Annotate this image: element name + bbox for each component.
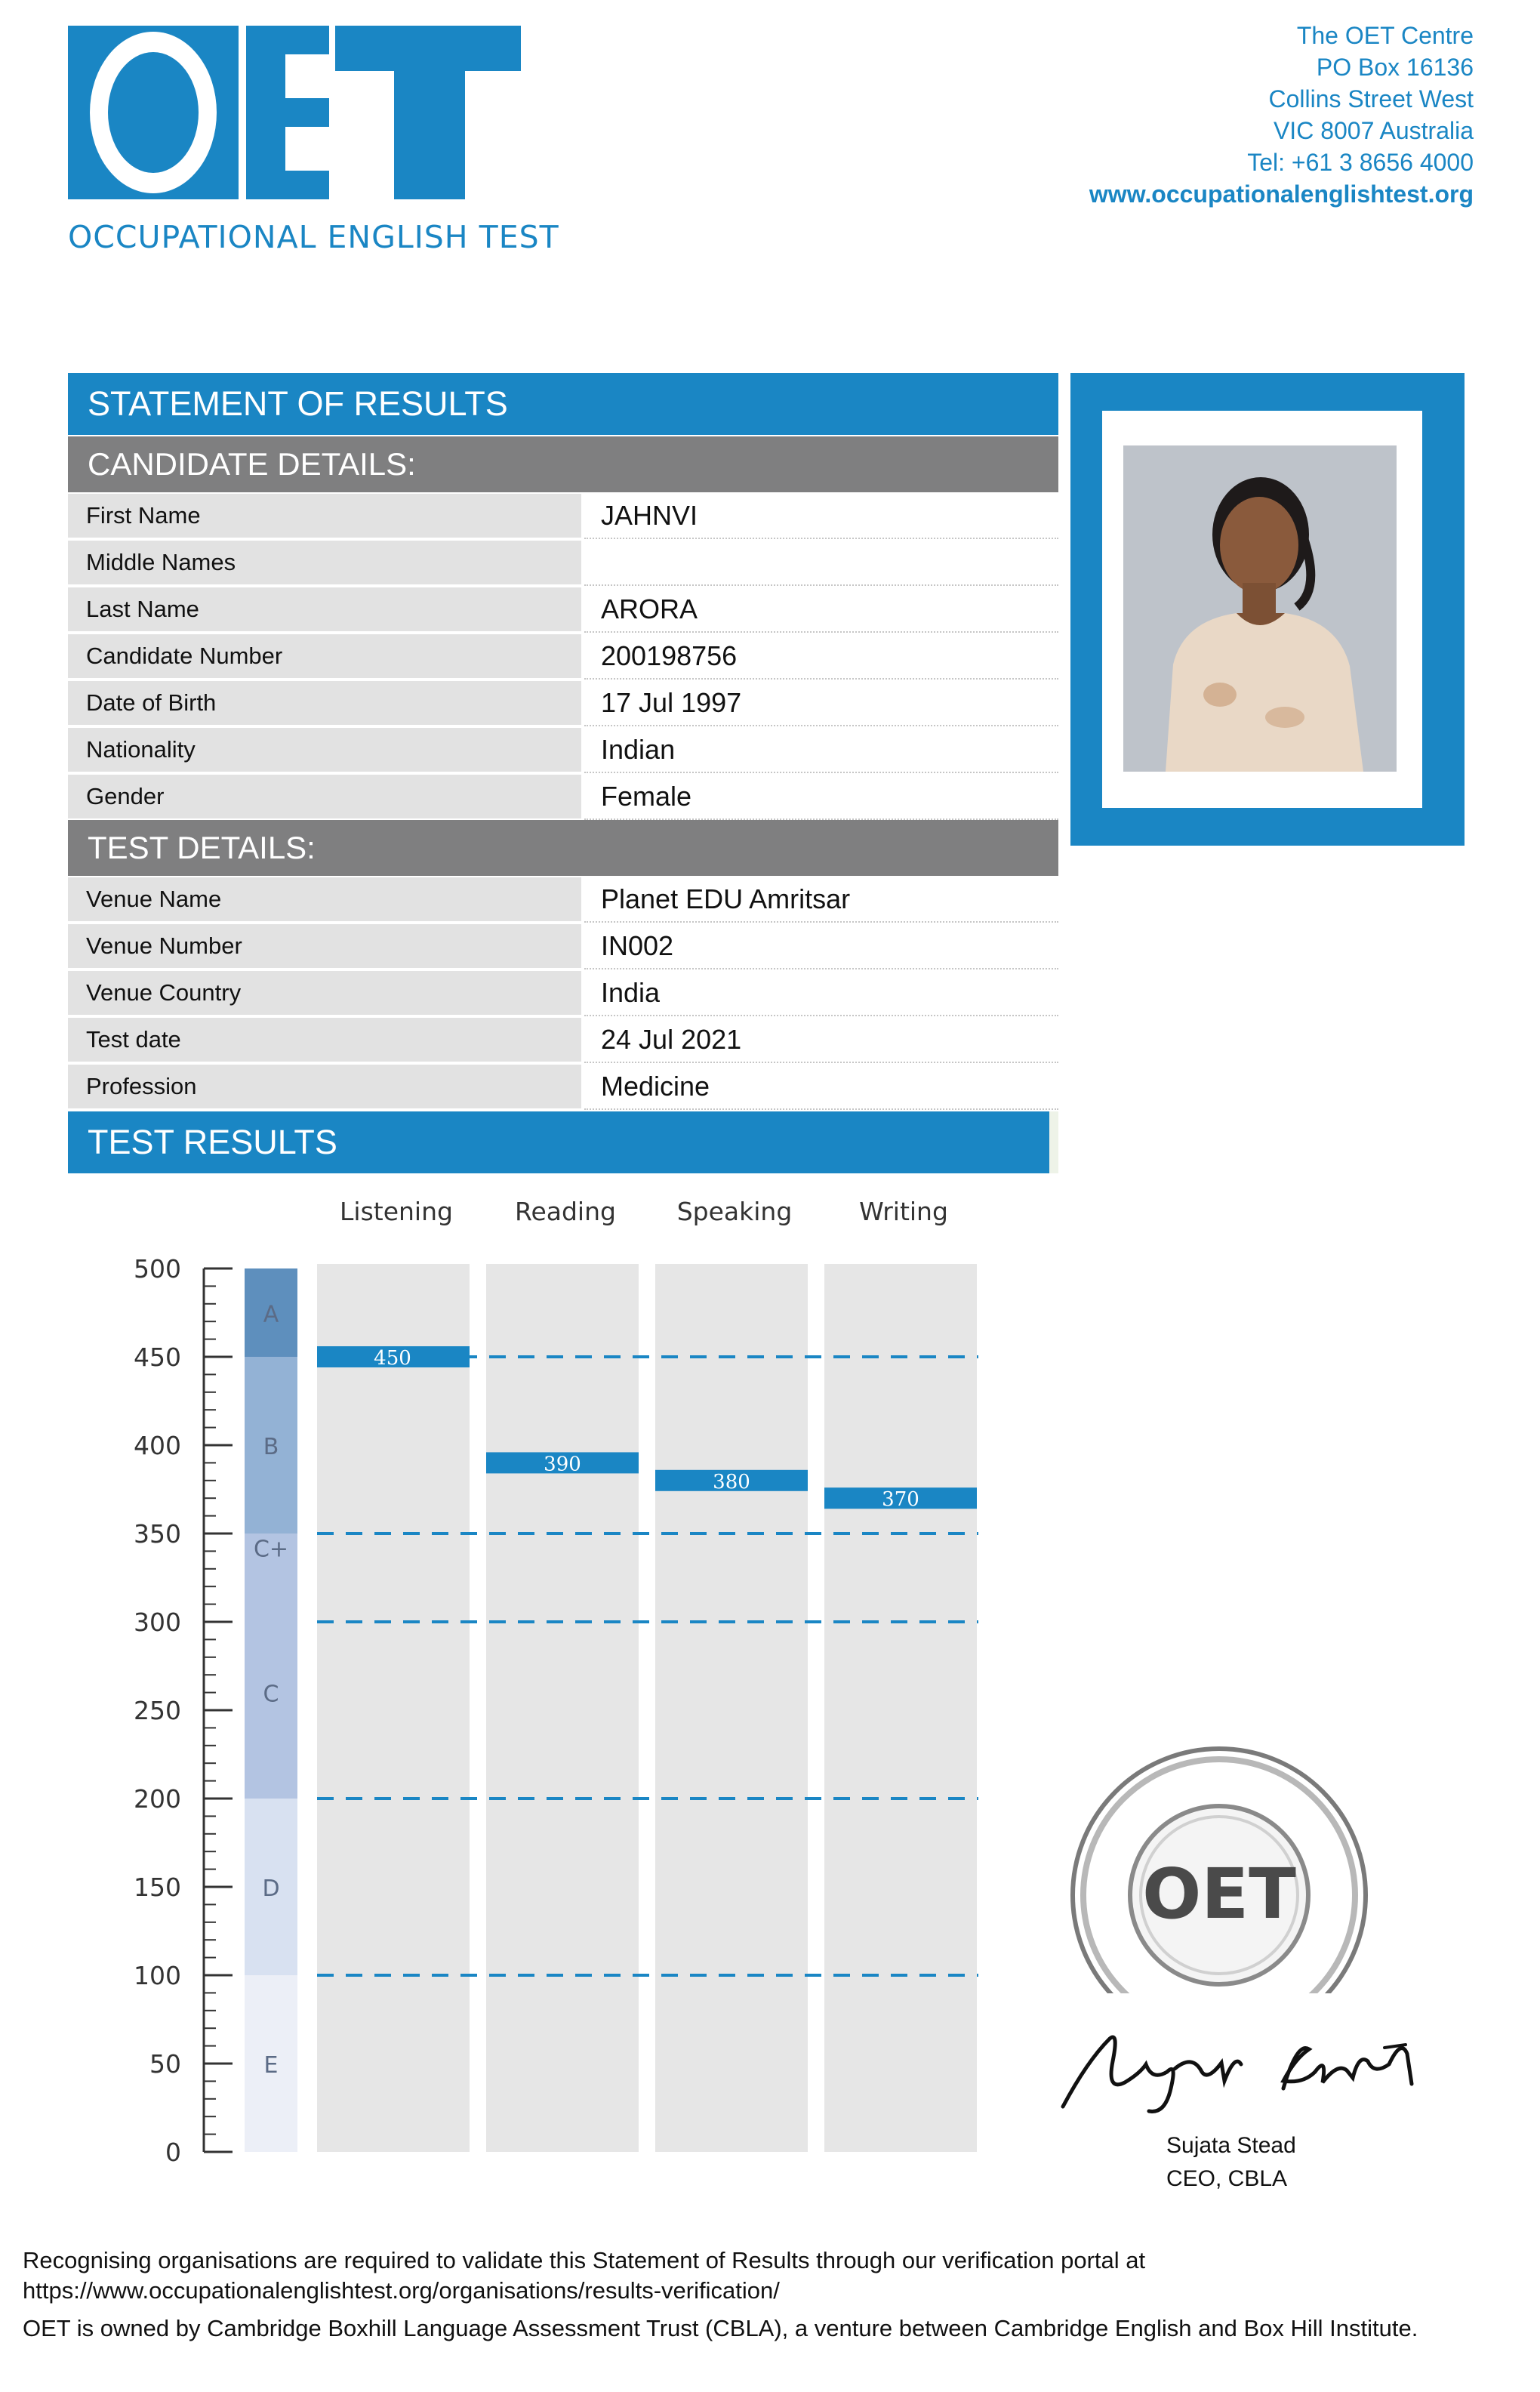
chart-column-bg <box>824 1264 977 2152</box>
y-tick-label: 300 <box>134 1608 181 1637</box>
address-website: www.occupationalenglishtest.org <box>1089 180 1474 208</box>
field-value: Medicine <box>584 1065 1058 1110</box>
test-results-title: TEST RESULTS <box>68 1111 1058 1173</box>
field-label: Middle Names <box>68 541 581 584</box>
field-value: India <box>584 971 1058 1016</box>
signatory-title: CEO, CBLA <box>1166 2166 1288 2191</box>
field-value: Planet EDU Amritsar <box>584 877 1058 923</box>
score-value-speaking: 380 <box>713 1470 750 1493</box>
field-value: 17 Jul 1997 <box>584 681 1058 726</box>
candidate-photo <box>1123 445 1397 772</box>
field-value <box>584 541 1058 586</box>
y-tick-label: 150 <box>134 1873 181 1902</box>
field-value: ARORA <box>584 587 1058 633</box>
field-label: Profession <box>68 1065 581 1108</box>
candidate-row-date-of-birth <box>68 681 1058 728</box>
y-tick-label: 250 <box>134 1696 181 1725</box>
grade-label: C <box>263 1681 279 1708</box>
field-label: Nationality <box>68 728 581 772</box>
y-tick-label: 350 <box>134 1519 181 1549</box>
field-label: Gender <box>68 775 581 818</box>
y-tick-label: 500 <box>134 1254 181 1284</box>
field-label: Venue Country <box>68 971 581 1015</box>
test-row-venue-country <box>68 971 1058 1018</box>
score-value-reading: 390 <box>544 1453 581 1476</box>
field-label: Test date <box>68 1018 581 1062</box>
test-row-venue-number <box>68 924 1058 971</box>
category-label-listening: Listening <box>340 1197 453 1226</box>
score-value-writing: 370 <box>882 1488 919 1512</box>
candidate-row-gender <box>68 775 1058 821</box>
field-value: 24 Jul 2021 <box>584 1018 1058 1063</box>
category-label-reading: Reading <box>515 1197 616 1226</box>
grade-label: D <box>262 1876 280 1902</box>
grade-label: E <box>263 2052 279 2079</box>
seal-center-text: OET <box>1142 1854 1296 1934</box>
field-label: Date of Birth <box>68 681 581 725</box>
grade-label: B <box>263 1434 279 1460</box>
y-tick-label: 50 <box>149 2049 181 2079</box>
address-phone: Tel: +61 3 8656 4000 <box>1247 149 1474 176</box>
candidate-details-heading: CANDIDATE DETAILS: <box>68 436 1058 492</box>
field-label: Venue Name <box>68 877 581 921</box>
field-label: Candidate Number <box>68 634 581 678</box>
grade-band-c <box>245 1622 297 1799</box>
field-label: Venue Number <box>68 924 581 968</box>
test-results-chart <box>0 1178 1004 2175</box>
candidate-row-nationality <box>68 728 1058 775</box>
category-label-writing: Writing <box>859 1197 948 1226</box>
grade-label: A <box>263 1301 279 1328</box>
field-value: JAHNVI <box>584 494 1058 539</box>
statement-title: STATEMENT OF RESULTS <box>68 373 1058 435</box>
footer-verification-note: Recognising organisations are required to validate this Statement of Results through our verification portal at https://www.occupationalenglishtest.org/organisations/results-verification/ <box>23 2247 1146 2304</box>
field-value: Female <box>584 775 1058 820</box>
field-label: Last Name <box>68 587 581 631</box>
score-value-listening: 450 <box>374 1347 411 1370</box>
logo-subtitle: OCCUPATIONAL ENGLISH TEST <box>68 219 559 255</box>
field-value: 200198756 <box>584 634 1058 680</box>
test-row-test-date <box>68 1018 1058 1065</box>
chart-column-bg <box>486 1264 639 2152</box>
category-label-speaking: Speaking <box>676 1197 793 1226</box>
candidate-row-first-name <box>68 494 1058 541</box>
oet-seal <box>1064 1744 1381 1993</box>
signatory-name: Sujata Stead <box>1166 2133 1296 2158</box>
test-details-heading: TEST DETAILS: <box>68 820 1058 876</box>
y-tick-label: 200 <box>134 1784 181 1814</box>
field-label: First Name <box>68 494 581 538</box>
field-value: IN002 <box>584 924 1058 969</box>
candidate-row-candidate-number <box>68 634 1058 681</box>
y-tick-label: 400 <box>134 1431 181 1460</box>
field-value: Indian <box>584 728 1058 773</box>
test-row-profession <box>68 1065 1058 1111</box>
y-tick-label: 0 <box>165 2138 181 2167</box>
chart-column-bg <box>655 1264 808 2152</box>
signature <box>1057 2008 1419 2129</box>
y-tick-label: 450 <box>134 1342 181 1372</box>
candidate-row-middle-names <box>68 541 1058 587</box>
address-line-1: The OET Centre <box>1296 22 1474 49</box>
signatory <box>1166 2129 1296 2196</box>
footer-ownership-note: OET is owned by Cambridge Boxhill Language Assessment Trust (CBLA), a venture between Cambridge English and Box Hill Institute. <box>23 2315 1418 2341</box>
chart-column-bg <box>317 1264 470 2152</box>
address-line-2: PO Box 16136 <box>1316 54 1474 81</box>
grade-label: C+ <box>253 1536 289 1563</box>
candidate-row-last-name <box>68 587 1058 634</box>
y-tick-label: 100 <box>134 1961 181 1990</box>
address-line-4: VIC 8007 Australia <box>1273 117 1474 144</box>
test-row-venue-name <box>68 877 1058 924</box>
oet-logo <box>68 26 528 252</box>
oet-address <box>1089 20 1474 210</box>
address-line-3: Collins Street West <box>1268 85 1474 113</box>
